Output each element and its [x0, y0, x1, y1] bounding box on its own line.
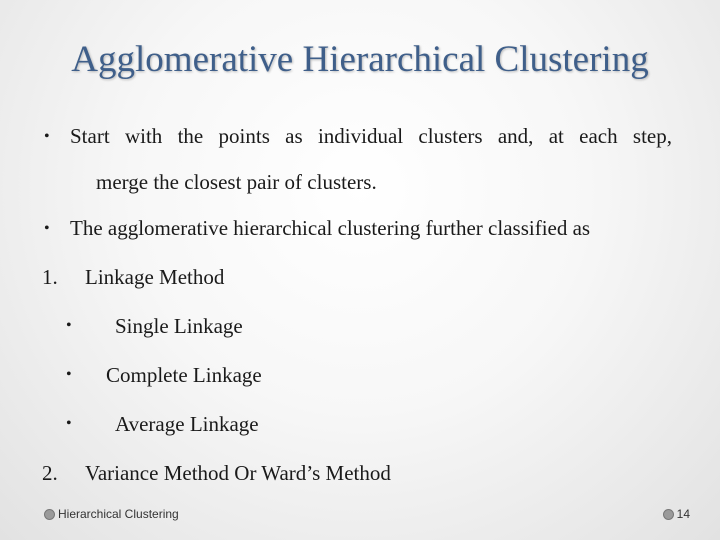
bullet-1-line-1: Start with the points as individual clusters and, at each step,: [70, 124, 672, 148]
sub-bullet-marker: •: [66, 317, 72, 334]
bullet-marker: •: [44, 220, 50, 237]
page-number: 14: [676, 507, 690, 521]
footer-right: [663, 507, 690, 521]
sub-item-complete-linkage: Complete Linkage: [106, 363, 262, 387]
bullet-2-line-1: The agglomerative hierarchical clustering further classified as: [70, 216, 591, 240]
bullet-1-line-2: merge the closest pair of clusters.: [96, 170, 377, 194]
sub-item-average-linkage: Average Linkage: [115, 412, 259, 436]
footer-title: Hierarchical Clustering: [58, 507, 179, 521]
sub-item-single-linkage: Single Linkage: [115, 314, 243, 338]
circle-icon: [663, 509, 674, 520]
numbered-item-1-number: 1.: [42, 265, 58, 289]
circle-icon: [44, 509, 55, 520]
numbered-item-2-number: 2.: [42, 461, 58, 485]
numbered-item-2-label: Variance Method Or Ward’s Method: [85, 461, 391, 485]
numbered-item-1-label: Linkage Method: [85, 265, 225, 289]
bullet-marker: •: [44, 128, 50, 145]
sub-bullet-marker: •: [66, 415, 72, 432]
sub-bullet-marker: •: [66, 366, 72, 383]
slide-title: Agglomerative Hierarchical Clustering: [71, 39, 649, 80]
footer-left: [44, 507, 179, 521]
